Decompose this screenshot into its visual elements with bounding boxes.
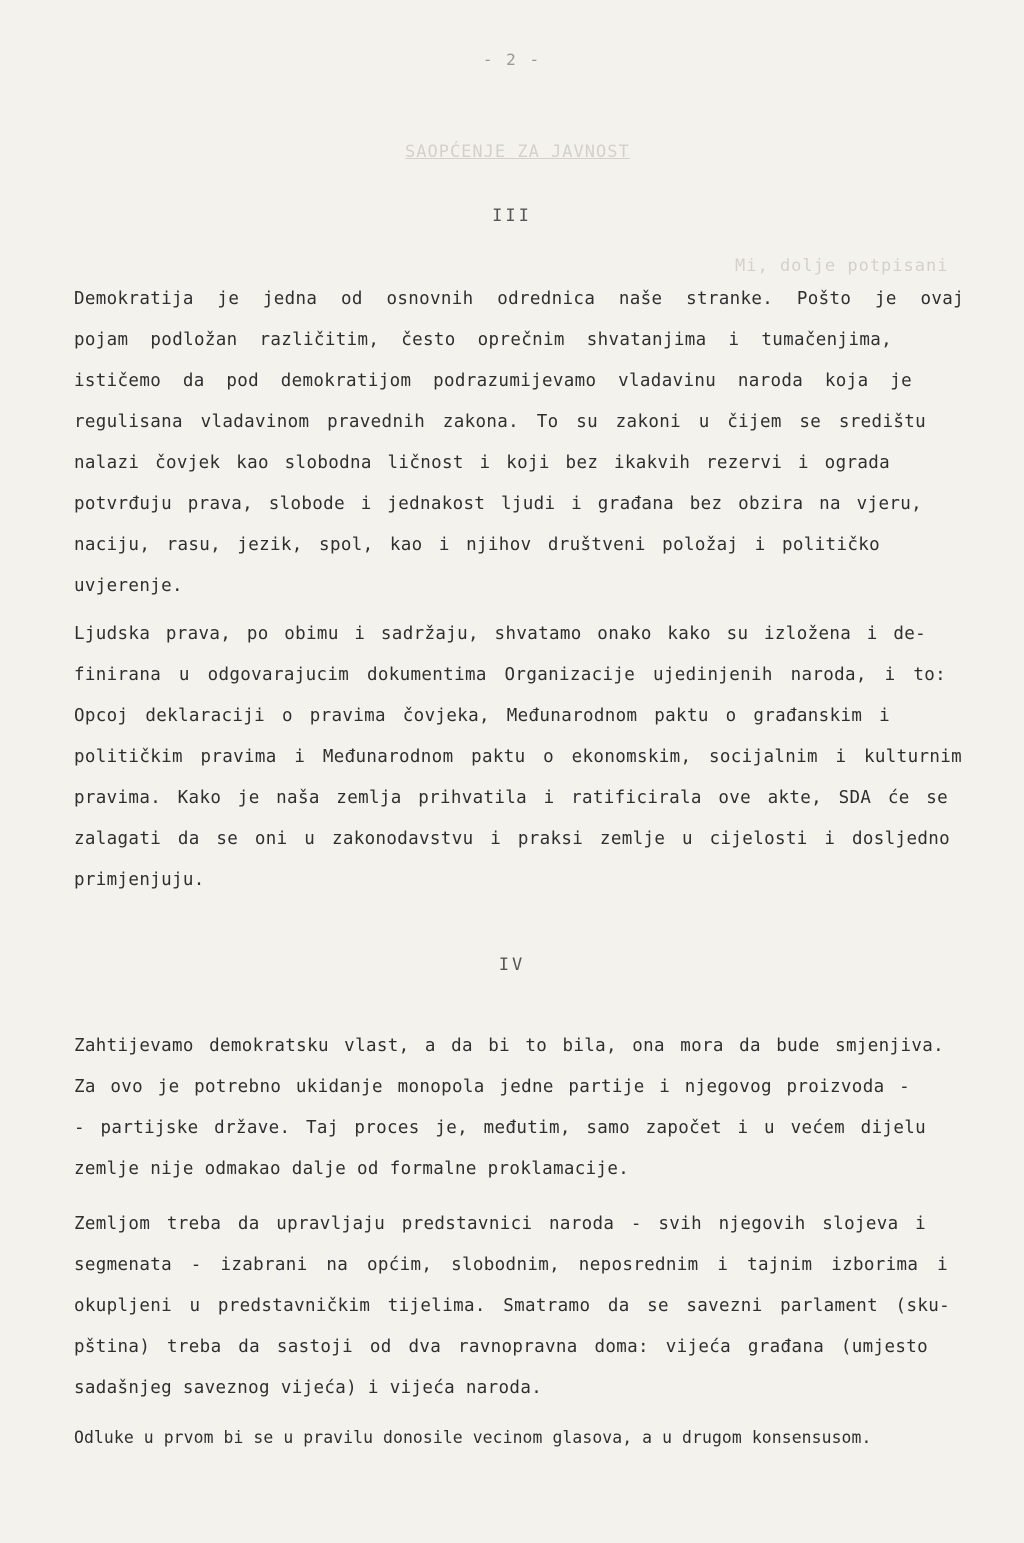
- text-line: sadašnjeg saveznog vijeća) i vijeća naroda.: [74, 1378, 543, 1398]
- text-line: zalagati da se oni u zakonodavstvu i praksi zemlje u cijelosti i dosljedno: [74, 829, 950, 849]
- text-line: zemlje nije odmakao dalje od formalne proklamacije.: [74, 1159, 630, 1179]
- bleed-through-header: SAOPĆENJE ZA JAVNOST: [405, 142, 630, 162]
- text-line: potvrđuju prava, slobode i jednakost ljudi i građana bez obzira na vjeru,: [74, 494, 922, 514]
- text-line: pravima. Kako je naša zemlja prihvatila i ratificirala ove akte, SDA će se: [74, 788, 948, 808]
- section-number-iv: IV: [498, 955, 526, 975]
- text-line: Ljudska prava, po obimu i sadržaju, shvatamo onako kako su izložena i de-: [74, 624, 926, 644]
- text-line: Zahtijevamo demokratsku vlast, a da bi to bila, ona mora da bude smjenjiva.: [74, 1036, 944, 1056]
- text-line: primjenjuju.: [74, 870, 205, 890]
- paragraph-decisions: [74, 1417, 1009, 1458]
- bleed-through-opening: Mi, dolje potpisani: [735, 256, 949, 276]
- text-line: okupljeni u predstavničkim tijelima. Smatramo da se savezni parlament (sku-: [74, 1296, 950, 1316]
- text-line: finirana u odgovarajucim dokumentima Organizacije ujedinjenih naroda, i to:: [74, 665, 946, 685]
- paragraph-representatives: [74, 1204, 964, 1409]
- paragraph-democratic-rule: [74, 1026, 964, 1190]
- paragraph-democracy: [74, 279, 964, 607]
- text-line: Opcoj deklaraciji o pravima čovjeka, Međunarodnom paktu o građanskim i: [74, 706, 890, 726]
- text-line: Odluke u prvom bi se u pravilu donosile vecinom glasova, a u drugom konsensusom.: [74, 1428, 872, 1447]
- text-line: - partijske države. Taj proces je, međutim, samo započet i u većem dijelu: [74, 1118, 926, 1138]
- text-line: ističemo da pod demokratijom podrazumijevamo vladavinu naroda koja je: [74, 371, 912, 391]
- page-number: - 2 -: [482, 50, 542, 69]
- text-line: naciju, rasu, jezik, spol, kao i njihov društveni položaj i političko: [74, 535, 880, 555]
- text-line: nalazi čovjek kao slobodna ličnost i koji bez ikakvih rezervi i ograda: [74, 453, 890, 473]
- section-number-iii: III: [492, 206, 532, 226]
- text-line: regulisana vladavinom pravednih zakona. To su zakoni u čijem se središtu: [74, 412, 926, 432]
- text-line: uvjerenje.: [74, 576, 183, 596]
- text-line: Zemljom treba da upravljaju predstavnici naroda - svih njegovih slojeva i: [74, 1214, 926, 1234]
- text-line: Za ovo je potrebno ukidanje monopola jedne partije i njegovog proizvoda -: [74, 1077, 910, 1097]
- text-line: pojam podložan različitim, često oprečnim shvatanjima i tumačenjima,: [74, 330, 892, 350]
- text-line: segmenata - izabrani na općim, slobodnim, neposrednim i tajnim izborima i: [74, 1255, 948, 1275]
- paragraph-human-rights: [74, 614, 964, 901]
- text-line: političkim pravima i Međunarodnom paktu o ekonomskim, socijalnim i kulturnim: [74, 747, 962, 767]
- text-line: pština) treba da sastoji od dva ravnopravna doma: vijeća građana (umjesto: [74, 1337, 928, 1357]
- text-line: Demokratija je jedna od osnovnih odrednica naše stranke. Pošto je ovaj: [74, 289, 964, 309]
